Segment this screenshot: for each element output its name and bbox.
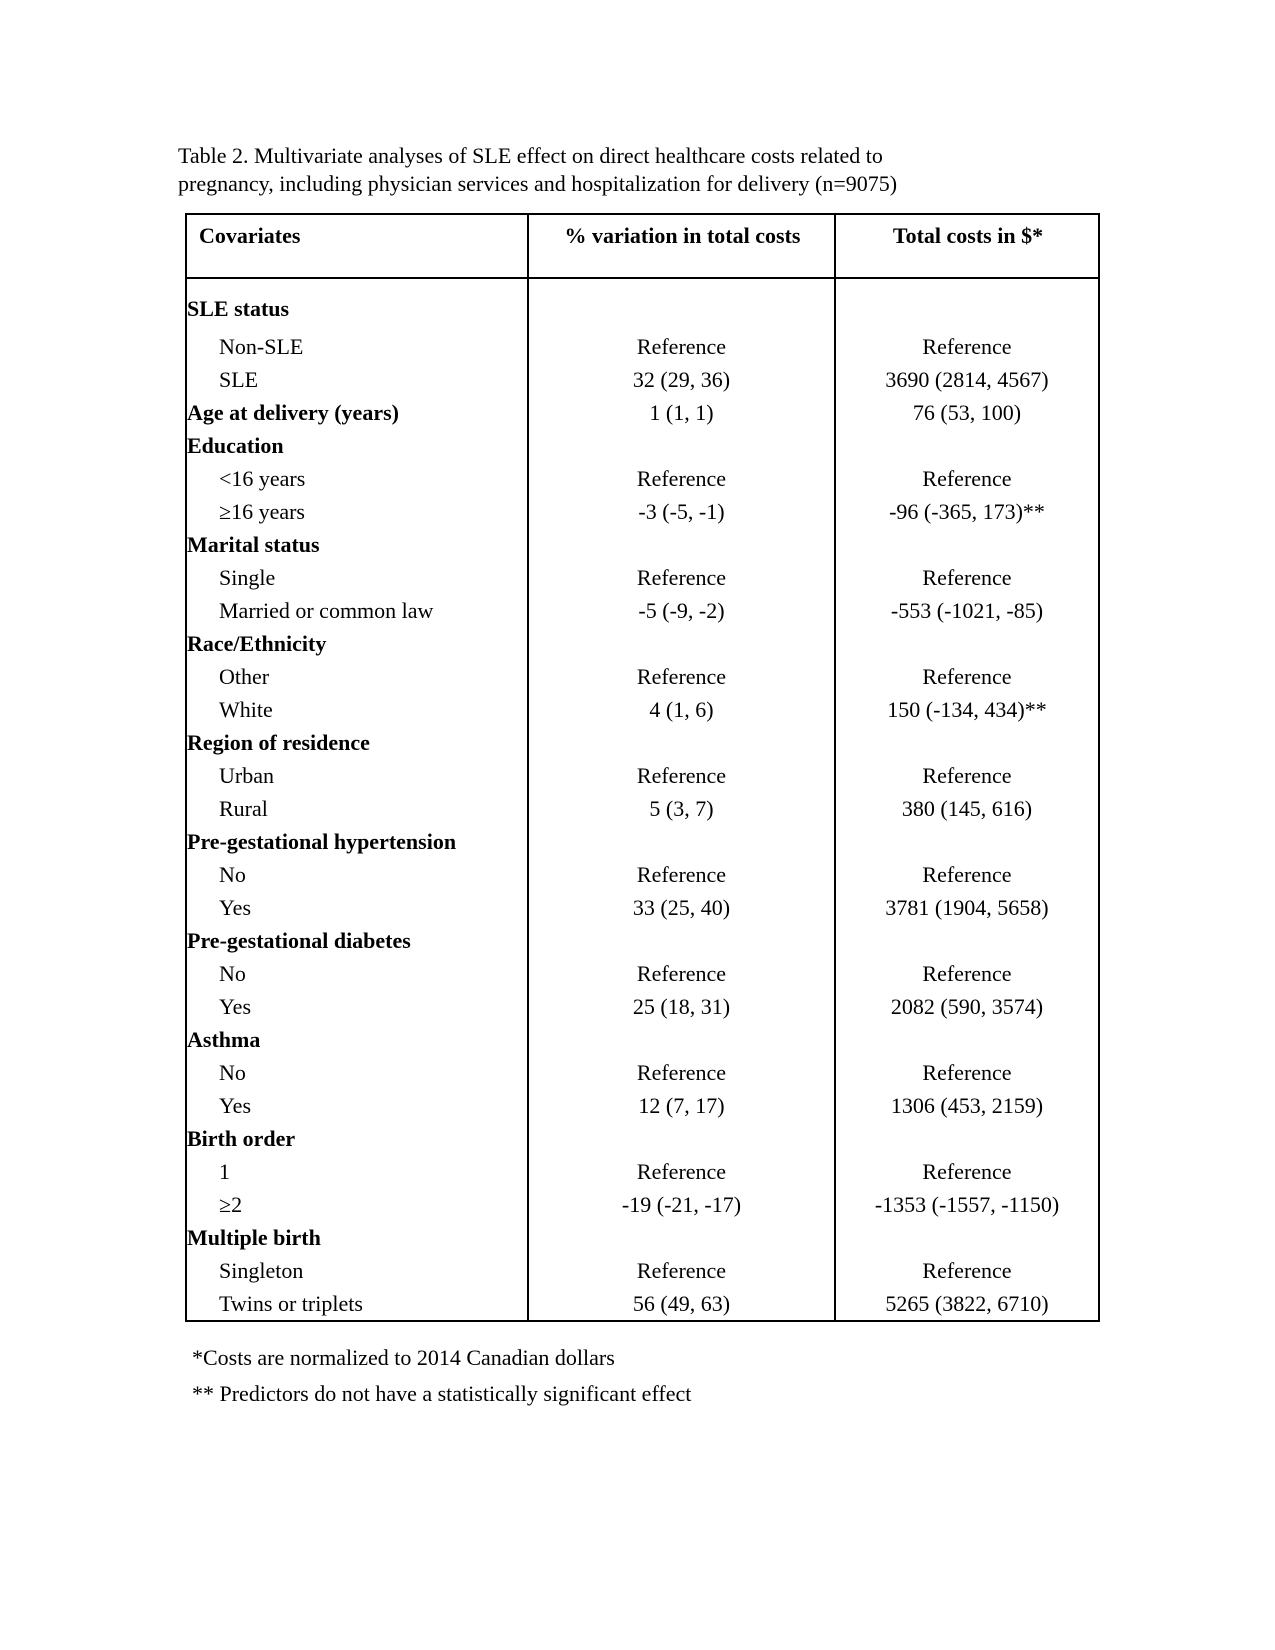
table-row [186, 726, 1099, 759]
table-row [186, 990, 1099, 1023]
table-row [186, 1122, 1099, 1155]
total-cost-cell [835, 1221, 1099, 1254]
total-cost-cell [835, 429, 1099, 462]
covariate-cell: Age at delivery (years) [186, 396, 528, 429]
table-row [186, 363, 1099, 396]
total-cost-cell: 5265 (3822, 6710) [835, 1287, 1099, 1321]
covariate-cell: Yes [186, 990, 528, 1023]
pct-variation-cell: 32 (29, 36) [528, 363, 835, 396]
covariate-cell: No [186, 1056, 528, 1089]
total-cost-cell [835, 278, 1099, 330]
footnote-costs-normalized: *Costs are normalized to 2014 Canadian dollars [192, 1345, 615, 1371]
table-row [186, 462, 1099, 495]
pct-variation-cell: 12 (7, 17) [528, 1089, 835, 1122]
covariate-cell: Other [186, 660, 528, 693]
pct-variation-cell: Reference [528, 1056, 835, 1089]
results-table [185, 213, 1100, 1322]
total-cost-cell: 3690 (2814, 4567) [835, 363, 1099, 396]
covariate-cell: Twins or triplets [186, 1287, 528, 1321]
covariate-cell: <16 years [186, 462, 528, 495]
table-row [186, 594, 1099, 627]
covariate-cell: Yes [186, 1089, 528, 1122]
covariate-cell: Education [186, 429, 528, 462]
table-row [186, 1221, 1099, 1254]
total-cost-cell [835, 627, 1099, 660]
pct-variation-cell [528, 825, 835, 858]
table-row [186, 792, 1099, 825]
table-row [186, 660, 1099, 693]
pct-variation-cell [528, 726, 835, 759]
pct-variation-cell: Reference [528, 561, 835, 594]
covariate-cell: Urban [186, 759, 528, 792]
pct-variation-cell [528, 278, 835, 330]
total-cost-cell [835, 1023, 1099, 1056]
header-row [186, 214, 1099, 278]
total-cost-cell: 150 (-134, 434)** [835, 693, 1099, 726]
pct-variation-cell: 1 (1, 1) [528, 396, 835, 429]
covariate-cell: Race/Ethnicity [186, 627, 528, 660]
total-cost-cell: Reference [835, 1056, 1099, 1089]
table-row [186, 825, 1099, 858]
covariate-cell: Non-SLE [186, 330, 528, 363]
covariate-cell: 1 [186, 1155, 528, 1188]
total-cost-cell: -553 (-1021, -85) [835, 594, 1099, 627]
table-row [186, 891, 1099, 924]
covariate-cell: Single [186, 561, 528, 594]
pct-variation-cell [528, 1023, 835, 1056]
pct-variation-cell: Reference [528, 858, 835, 891]
total-cost-cell: Reference [835, 858, 1099, 891]
total-cost-cell: Reference [835, 330, 1099, 363]
total-cost-cell: Reference [835, 1254, 1099, 1287]
pct-variation-cell: 56 (49, 63) [528, 1287, 835, 1321]
covariate-cell: Region of residence [186, 726, 528, 759]
total-cost-cell: Reference [835, 957, 1099, 990]
total-cost-cell: 1306 (453, 2159) [835, 1089, 1099, 1122]
total-cost-cell: Reference [835, 462, 1099, 495]
table-row [186, 1287, 1099, 1321]
total-cost-cell: -96 (-365, 173)** [835, 495, 1099, 528]
total-cost-cell: Reference [835, 759, 1099, 792]
table-row [186, 957, 1099, 990]
covariate-cell: Rural [186, 792, 528, 825]
pct-variation-cell: Reference [528, 1155, 835, 1188]
table-row [186, 495, 1099, 528]
covariate-cell: No [186, 858, 528, 891]
covariate-cell: Yes [186, 891, 528, 924]
pct-variation-cell: 25 (18, 31) [528, 990, 835, 1023]
pct-variation-cell: Reference [528, 660, 835, 693]
pct-variation-cell: -5 (-9, -2) [528, 594, 835, 627]
covariate-cell: Asthma [186, 1023, 528, 1056]
footnote-not-significant: ** Predictors do not have a statistically significant effect [192, 1380, 692, 1406]
footnotes [192, 1340, 1100, 1410]
covariate-cell: Married or common law [186, 594, 528, 627]
table-row [186, 627, 1099, 660]
pct-variation-cell: 5 (3, 7) [528, 792, 835, 825]
pct-variation-cell [528, 429, 835, 462]
pct-variation-cell [528, 1221, 835, 1254]
pct-variation-cell: 33 (25, 40) [528, 891, 835, 924]
table-row [186, 924, 1099, 957]
covariate-cell: SLE status [186, 278, 528, 330]
pct-variation-cell [528, 1122, 835, 1155]
table-row [186, 1254, 1099, 1287]
covariate-cell: Singleton [186, 1254, 528, 1287]
pct-variation-cell: Reference [528, 330, 835, 363]
covariate-cell: SLE [186, 363, 528, 396]
table-row [186, 1089, 1099, 1122]
table-row [186, 528, 1099, 561]
table-row [186, 278, 1099, 330]
total-cost-cell: Reference [835, 660, 1099, 693]
pct-variation-cell: -19 (-21, -17) [528, 1188, 835, 1221]
total-cost-cell: -1353 (-1557, -1150) [835, 1188, 1099, 1221]
covariate-cell: Marital status [186, 528, 528, 561]
table-body [186, 278, 1099, 1321]
header-total-costs: Total costs in $* [835, 214, 1099, 278]
covariate-cell: ≥2 [186, 1188, 528, 1221]
covariate-cell: Birth order [186, 1122, 528, 1155]
covariate-cell: Pre-gestational diabetes [186, 924, 528, 957]
covariate-cell: White [186, 693, 528, 726]
page-content [178, 142, 1100, 1411]
pct-variation-cell: Reference [528, 759, 835, 792]
pct-variation-cell [528, 924, 835, 957]
table-row [186, 1188, 1099, 1221]
total-cost-cell: 380 (145, 616) [835, 792, 1099, 825]
table-row [186, 1155, 1099, 1188]
total-cost-cell [835, 924, 1099, 957]
total-cost-cell: 3781 (1904, 5658) [835, 891, 1099, 924]
total-cost-cell: 76 (53, 100) [835, 396, 1099, 429]
total-cost-cell: 2082 (590, 3574) [835, 990, 1099, 1023]
covariate-cell: Pre-gestational hypertension [186, 825, 528, 858]
header-covariates: Covariates [186, 214, 528, 278]
table-caption: Table 2. Multivariate analyses of SLE effect on direct healthcare costs related to pregnancy, including physician services and hospitalization for delivery (n=9075) [178, 143, 898, 197]
pct-variation-cell: Reference [528, 957, 835, 990]
total-cost-cell [835, 825, 1099, 858]
total-cost-cell [835, 1122, 1099, 1155]
table-row [186, 1056, 1099, 1089]
table-row [186, 429, 1099, 462]
total-cost-cell: Reference [835, 1155, 1099, 1188]
covariate-cell: ≥16 years [186, 495, 528, 528]
table-header [186, 214, 1099, 278]
table-row [186, 330, 1099, 363]
pct-variation-cell: Reference [528, 1254, 835, 1287]
header-pct-variation: % variation in total costs [528, 214, 835, 278]
table-row [186, 1023, 1099, 1056]
table-row [186, 561, 1099, 594]
pct-variation-cell: Reference [528, 462, 835, 495]
covariate-cell: No [186, 957, 528, 990]
table-row [186, 693, 1099, 726]
total-cost-cell [835, 726, 1099, 759]
pct-variation-cell: 4 (1, 6) [528, 693, 835, 726]
pct-variation-cell [528, 627, 835, 660]
table-row [186, 858, 1099, 891]
total-cost-cell: Reference [835, 561, 1099, 594]
table-row [186, 759, 1099, 792]
table-row [186, 396, 1099, 429]
pct-variation-cell: -3 (-5, -1) [528, 495, 835, 528]
pct-variation-cell [528, 528, 835, 561]
total-cost-cell [835, 528, 1099, 561]
covariate-cell: Multiple birth [186, 1221, 528, 1254]
